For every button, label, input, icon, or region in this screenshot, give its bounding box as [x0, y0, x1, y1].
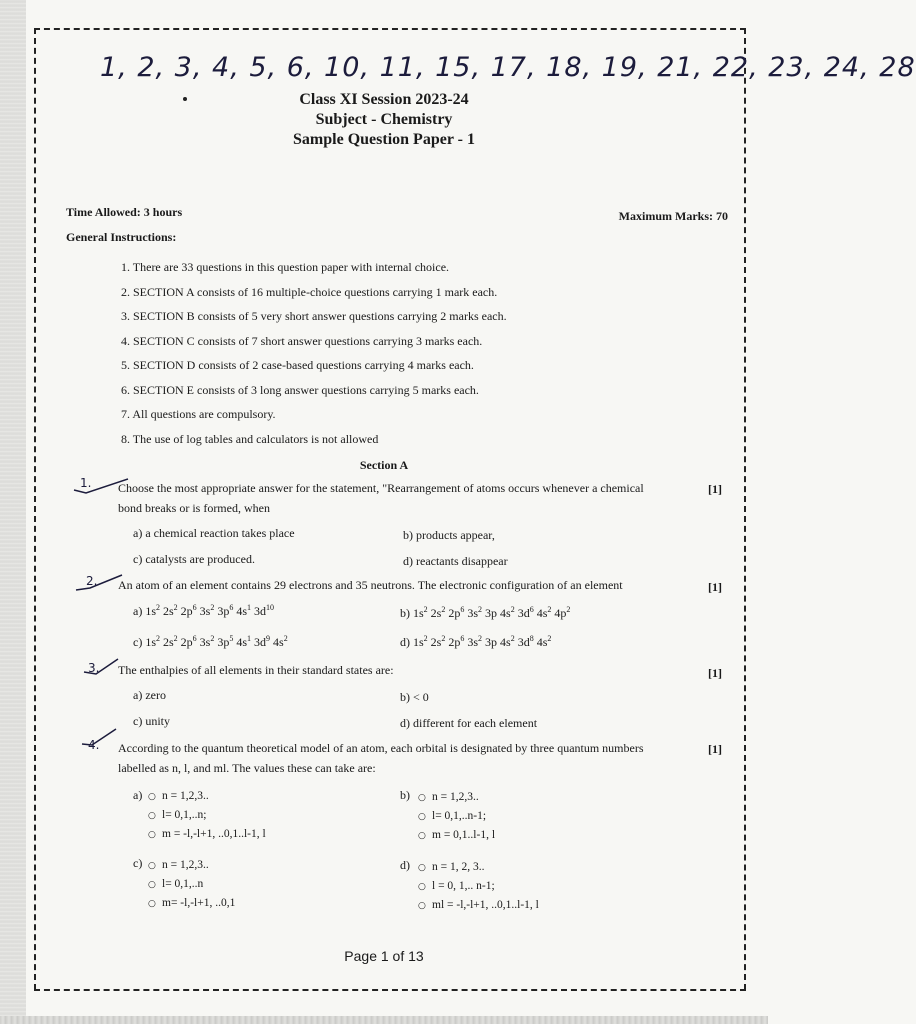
q3-marks: [1] — [708, 666, 722, 680]
instruction-item: 8. The use of log tables and calculators is not allowed — [121, 431, 379, 446]
subject-title: Subject - Chemistry — [315, 111, 453, 128]
list-item: ○ l= 0,1,..n — [148, 878, 204, 890]
scan-bottom-edge — [0, 1016, 768, 1024]
q4-option-d-label: d) — [400, 858, 410, 872]
instruction-item: 5. SECTION D consists of 2 case-based questions carrying 4 marks each. — [121, 358, 474, 372]
q1-line1: Choose the most appropriate answer for the statement, "Rearrangement of atoms occurs whenever a chemical — [118, 481, 644, 495]
instruction-item: 7. All questions are compulsory. — [121, 407, 276, 421]
q2-text: An atom of an element contains 29 electrons and 35 neutrons. The electronic configuration of an element — [118, 578, 623, 592]
q3-option-d: d) different for each element — [400, 716, 538, 730]
list-item-text: n = 1,2,3.. — [432, 791, 479, 803]
q4-option-a — [148, 787, 266, 844]
list-item: ○ l = 0, 1,.. n-1; — [418, 880, 495, 892]
page-border-left — [34, 28, 36, 990]
q3-option-a: a) zero — [133, 688, 166, 702]
q1-option-c: c) catalysts are produced. — [133, 552, 255, 566]
list-item-text: m = 0,1..l-1, l — [432, 829, 496, 841]
q3-number: 3. — [88, 661, 100, 675]
instruction-item: 4. SECTION C consists of 7 short answer questions carrying 3 marks each. — [121, 333, 483, 348]
q4-text — [118, 738, 698, 778]
q1-line2: bond breaks or is formed, when — [118, 501, 270, 515]
option-label: a) — [133, 604, 143, 618]
instruction-item: 2. SECTION A consists of 16 multiple-choice questions carrying 1 mark each. — [121, 284, 498, 299]
q2-marks: [1] — [708, 580, 722, 594]
class-session: Class XI Session 2023-24 — [299, 91, 469, 108]
q2-number: 2. — [86, 574, 98, 588]
q3-option-b: b) < 0 — [400, 690, 429, 704]
handwritten-question-list: 1, 2, 3, 4, 5, 6, 10, 11, 15, 17, 18, 19, 21, 22, 23, 24, 28 — [100, 52, 916, 83]
q1-number: 1. — [80, 476, 92, 490]
instruction-item: 3. SECTION B consists of 5 very short answer questions carrying 2 marks each. — [121, 309, 507, 323]
list-item-text: n = 1, 2, 3.. — [432, 861, 485, 873]
page-border-top — [34, 28, 746, 30]
page-number: Page 1 of 13 — [344, 948, 424, 964]
instructions-title: General Instructions: — [66, 230, 177, 244]
list-item: ○ m= -l,-l+1, ..0,1 — [148, 897, 236, 909]
list-item-text: l = 0, 1,.. n-1; — [432, 880, 495, 892]
list-item: ○ l= 0,1,..n-1; — [418, 810, 487, 822]
list-item-text: l= 0,1,..n — [162, 878, 204, 890]
q2-option-a: a) $1s^2$ $2s^2$ $2p^6$ $3s^2$ $3p^6$ $4s^1$ $3d^{10}$ — [133, 603, 275, 618]
q4-marks: [1] — [708, 742, 722, 756]
q4-line2: labelled as n, l, and ml. The values these can take are: — [118, 761, 376, 775]
list-item-text: ml = -l,-l+1, ..0,1..l-1, l — [432, 899, 539, 911]
list-item-text: m = -l,-l+1, ..0,1..l-1, l — [162, 828, 266, 840]
paper-title: Sample Question Paper - 1 — [293, 131, 475, 148]
list-item: ○ n = 1,2,3.. — [148, 859, 209, 871]
q2-option-b: b) $1s^2$ $2s^2$ $2p^6$ $3s^2$ 3p $4s^2$ $3d^6$ $4s^2$ $4p^2$ — [400, 605, 571, 620]
q4-check-mark-icon — [80, 726, 120, 750]
option-label: c) — [133, 635, 143, 649]
option-label: d) — [400, 635, 410, 649]
q4-option-b-label: b) — [400, 788, 410, 802]
q1-option-d: d) reactants disappear — [403, 554, 508, 568]
q4-option-a-label: a) — [133, 788, 143, 802]
list-item-text: m= -l,-l+1, ..0,1 — [162, 897, 236, 909]
list-item: ○ n = 1, 2, 3.. — [418, 861, 485, 873]
instruction-item: 6. SECTION E consists of 3 long answer questions carrying 5 marks each. — [121, 382, 479, 397]
list-item: ○ l= 0,1,..n; — [148, 809, 207, 821]
list-item: ○ n = 1,2,3.. — [148, 790, 209, 802]
page-border-right — [744, 28, 746, 990]
list-item: ○ m = 0,1..l-1, l — [418, 829, 496, 841]
page-border-bottom — [34, 989, 746, 991]
q1-text — [118, 478, 698, 518]
list-item-text: l= 0,1,..n-1; — [432, 810, 487, 822]
list-item-text: l= 0,1,..n; — [162, 809, 207, 821]
q4-option-c-label: c) — [133, 856, 143, 870]
instruction-item: 1. There are 33 questions in this question paper with internal choice. — [121, 260, 450, 274]
q4-option-b — [418, 788, 495, 845]
instructions-list — [121, 258, 507, 454]
section-title: Section A — [359, 458, 409, 472]
q4-line1: According to the quantum theoretical model of an atom, each orbital is designated by three quantum numbers — [118, 741, 644, 755]
q4-option-c — [148, 856, 235, 913]
q3-text: The enthalpies of all elements in their standard states are: — [118, 663, 394, 677]
list-item: ○ m = -l,-l+1, ..0,1..l-1, l — [148, 828, 266, 840]
q3-option-c: c) unity — [133, 714, 170, 728]
q1-option-a: a) a chemical reaction takes place — [133, 526, 295, 540]
list-item-text: n = 1,2,3.. — [162, 859, 209, 871]
time-allowed: Time Allowed: 3 hours — [66, 205, 183, 219]
list-item-text: n = 1,2,3.. — [162, 790, 209, 802]
scan-edge — [0, 0, 26, 1024]
q3-check-mark-icon — [82, 656, 122, 678]
q4-option-d — [418, 858, 539, 915]
list-item: ○ ml = -l,-l+1, ..0,1..l-1, l — [418, 899, 539, 911]
q2-option-d: d) $1s^2$ $2s^2$ $2p^6$ $3s^2$ 3p $4s^2$ $3d^8$ $4s^2$ — [400, 634, 552, 649]
list-item: ○ n = 1,2,3.. — [418, 791, 479, 803]
q4-number: 4. — [88, 738, 100, 752]
q1-option-b: b) products appear, — [403, 528, 495, 542]
q1-marks: [1] — [708, 482, 722, 496]
q2-option-c: c) $1s^2$ $2s^2$ $2p^6$ $3s^2$ $3p^5$ $4s^1$ $3d^9$ $4s^2$ — [133, 634, 288, 649]
option-label: b) — [400, 606, 410, 620]
paper-header — [0, 90, 768, 150]
maximum-marks: Maximum Marks: 70 — [618, 209, 728, 223]
